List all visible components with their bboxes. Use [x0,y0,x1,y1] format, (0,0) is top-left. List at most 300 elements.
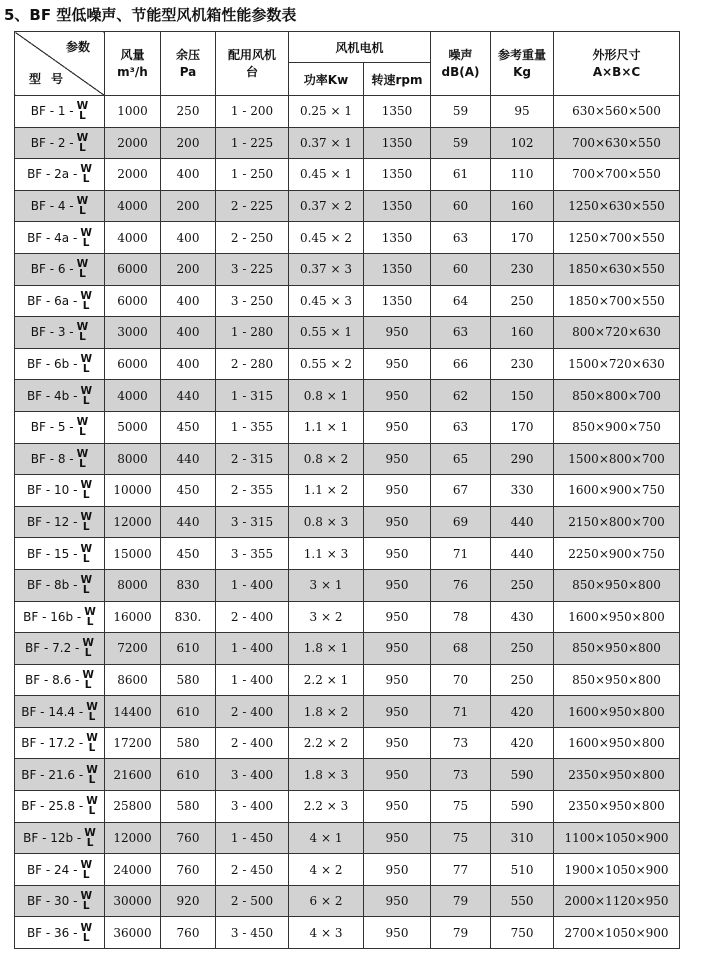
cell-size: 1500×720×630 [554,348,680,380]
cell-weight: 250 [491,285,554,317]
cell-noise: 75 [431,822,491,854]
cell-airflow: 15000 [105,538,161,570]
cell-weight: 420 [491,696,554,728]
model-name: BF - 21.6 - [21,767,84,782]
cell-pressure: 450 [161,475,216,507]
cell-noise: 73 [431,759,491,791]
cell-size: 850×800×700 [554,380,680,412]
model-name: BF - 36 - [26,925,78,940]
cell-weight: 750 [491,917,554,949]
model-name: BF - 6 - [30,262,74,277]
cell-airflow: 8600 [105,664,161,696]
cell-power: 2.2 × 2 [289,727,364,759]
cell-speed: 1350 [364,96,431,128]
cell-pressure: 440 [161,443,216,475]
cell-noise: 63 [431,317,491,349]
model-cell [15,759,105,791]
cell-weight: 102 [491,127,554,159]
cell-noise: 70 [431,664,491,696]
cell-speed: 950 [364,538,431,570]
cell-speed: 950 [364,380,431,412]
cell-size: 850×950×800 [554,664,680,696]
cell-size: 1250×630×550 [554,190,680,222]
model-name: BF - 1 - [30,104,74,119]
model-name: BF - 14.4 - [21,704,84,719]
cell-pressure: 440 [161,380,216,412]
model-suffix: W L [76,447,89,470]
cell-fan: 2 - 250 [216,222,289,254]
model-cell [15,285,105,317]
header-params-label: 参数 [65,40,90,54]
model-name: BF - 8 - [30,451,74,466]
cell-airflow: 4000 [105,380,161,412]
cell-airflow: 10000 [105,475,161,507]
cell-speed: 950 [364,885,431,917]
cell-power: 1.8 × 2 [289,696,364,728]
cell-pressure: 760 [161,854,216,886]
header-airflow: 风量 m³/h [105,32,161,96]
model-cell [15,791,105,823]
model-suffix: W L [84,826,96,849]
cell-weight: 290 [491,443,554,475]
cell-size: 1850×700×550 [554,285,680,317]
cell-pressure: 200 [161,190,216,222]
cell-weight: 590 [491,759,554,791]
model-cell [15,380,105,412]
table-row [15,822,680,854]
model-name: BF - 16b - [23,609,82,624]
cell-weight: 250 [491,633,554,665]
cell-weight: 170 [491,222,554,254]
cell-noise: 64 [431,285,491,317]
cell-airflow: 14400 [105,696,161,728]
cell-pressure: 580 [161,727,216,759]
cell-speed: 950 [364,569,431,601]
table-row [15,443,680,475]
table-row [15,380,680,412]
cell-fan: 3 - 355 [216,538,289,570]
header-noise: 噪声 dB(A) [431,32,491,96]
cell-fan: 3 - 315 [216,506,289,538]
model-name: BF - 17.2 - [21,736,84,751]
header-weight: 参考重量 Kg [491,32,554,96]
model-name: BF - 4 - [30,199,74,214]
model-cell [15,475,105,507]
model-suffix: W L [80,226,92,249]
cell-weight: 150 [491,380,554,412]
model-cell [15,854,105,886]
cell-pressure: 400 [161,222,216,254]
cell-fan: 1 - 450 [216,822,289,854]
cell-weight: 95 [491,96,554,128]
model-suffix: W L [82,637,94,660]
table-row [15,190,680,222]
table-row [15,696,680,728]
model-cell [15,96,105,128]
cell-fan: 1 - 400 [216,664,289,696]
cell-size: 1250×700×550 [554,222,680,254]
cell-fan: 2 - 400 [216,696,289,728]
cell-weight: 160 [491,190,554,222]
cell-power: 0.8 × 2 [289,443,364,475]
table-row [15,506,680,538]
header-motor: 风机电机 [289,32,431,63]
cell-fan: 1 - 200 [216,96,289,128]
cell-weight: 590 [491,791,554,823]
model-cell [15,664,105,696]
cell-weight: 550 [491,885,554,917]
table-row [15,253,680,285]
cell-speed: 950 [364,664,431,696]
table-row [15,222,680,254]
table-row [15,759,680,791]
cell-noise: 75 [431,791,491,823]
model-cell [15,317,105,349]
cell-speed: 1350 [364,285,431,317]
cell-power: 4 × 1 [289,822,364,854]
cell-power: 0.37 × 3 [289,253,364,285]
cell-speed: 950 [364,633,431,665]
cell-power: 2.2 × 1 [289,664,364,696]
cell-weight: 430 [491,601,554,633]
model-suffix: W L [80,511,93,534]
cell-power: 4 × 3 [289,917,364,949]
table-row [15,411,680,443]
model-suffix: W L [80,574,93,597]
cell-noise: 65 [431,443,491,475]
header-speed: 转速rpm [364,63,431,96]
table-body [15,96,680,949]
cell-noise: 59 [431,96,491,128]
cell-fan: 3 - 225 [216,253,289,285]
cell-power: 0.37 × 2 [289,190,364,222]
cell-pressure: 580 [161,664,216,696]
model-suffix: W L [86,763,98,786]
cell-weight: 110 [491,159,554,191]
model-cell [15,822,105,854]
cell-noise: 71 [431,538,491,570]
cell-airflow: 2000 [105,127,161,159]
cell-airflow: 12000 [105,822,161,854]
cell-airflow: 16000 [105,601,161,633]
cell-size: 1600×950×800 [554,727,680,759]
model-cell [15,727,105,759]
cell-weight: 440 [491,538,554,570]
header-fan: 配用风机 台 [216,32,289,96]
table-row [15,127,680,159]
cell-fan: 1 - 315 [216,380,289,412]
cell-size: 1100×1050×900 [554,822,680,854]
cell-power: 1.1 × 2 [289,475,364,507]
cell-fan: 2 - 500 [216,885,289,917]
cell-weight: 230 [491,253,554,285]
model-cell [15,127,105,159]
cell-pressure: 610 [161,696,216,728]
cell-noise: 78 [431,601,491,633]
model-suffix: W L [80,542,93,565]
cell-airflow: 8000 [105,443,161,475]
cell-speed: 1350 [364,190,431,222]
cell-power: 1.1 × 1 [289,411,364,443]
table-row [15,885,680,917]
cell-size: 1850×630×550 [554,253,680,285]
cell-speed: 950 [364,475,431,507]
cell-fan: 1 - 355 [216,411,289,443]
cell-size: 2150×800×700 [554,506,680,538]
spec-table [14,31,680,949]
model-suffix: W L [76,258,89,281]
cell-pressure: 760 [161,822,216,854]
cell-noise: 76 [431,569,491,601]
cell-power: 3 × 1 [289,569,364,601]
model-cell [15,190,105,222]
cell-speed: 950 [364,317,431,349]
table-row [15,285,680,317]
model-name: BF - 3 - [30,325,74,340]
model-name: BF - 8b - [26,578,78,593]
model-cell [15,633,105,665]
cell-airflow: 17200 [105,727,161,759]
cell-power: 0.8 × 3 [289,506,364,538]
table-row [15,633,680,665]
cell-noise: 61 [431,159,491,191]
cell-pressure: 400 [161,159,216,191]
cell-size: 700×700×550 [554,159,680,191]
table-row [15,601,680,633]
model-cell [15,443,105,475]
model-cell [15,159,105,191]
header-model-label: 型号 [29,72,74,86]
cell-size: 2350×950×800 [554,759,680,791]
cell-noise: 69 [431,506,491,538]
table-row [15,348,680,380]
model-suffix: W L [76,100,89,123]
header-power: 功率Kw [289,63,364,96]
cell-size: 1600×950×800 [554,696,680,728]
model-cell [15,601,105,633]
model-cell [15,569,105,601]
model-cell [15,411,105,443]
cell-speed: 1350 [364,159,431,191]
cell-size: 2350×950×800 [554,791,680,823]
model-suffix: W L [86,700,98,723]
cell-weight: 230 [491,348,554,380]
model-suffix: W L [80,921,93,944]
cell-noise: 77 [431,854,491,886]
model-suffix: W L [86,795,98,818]
model-suffix: W L [80,479,93,502]
cell-fan: 3 - 400 [216,791,289,823]
cell-pressure: 450 [161,538,216,570]
model-name: BF - 15 - [26,546,78,561]
cell-speed: 950 [364,917,431,949]
model-cell [15,253,105,285]
cell-size: 850×950×800 [554,569,680,601]
cell-speed: 950 [364,727,431,759]
cell-pressure: 200 [161,127,216,159]
cell-size: 850×950×800 [554,633,680,665]
model-name: BF - 7.2 - [25,641,80,656]
cell-fan: 1 - 280 [216,317,289,349]
model-name: BF - 30 - [26,894,78,909]
cell-pressure: 400 [161,317,216,349]
cell-weight: 310 [491,822,554,854]
cell-noise: 71 [431,696,491,728]
cell-size: 1500×800×700 [554,443,680,475]
cell-airflow: 8000 [105,569,161,601]
cell-fan: 2 - 400 [216,727,289,759]
cell-noise: 68 [431,633,491,665]
cell-airflow: 1000 [105,96,161,128]
model-cell [15,348,105,380]
cell-pressure: 400 [161,348,216,380]
cell-size: 850×900×750 [554,411,680,443]
cell-fan: 3 - 450 [216,917,289,949]
cell-weight: 420 [491,727,554,759]
table-row [15,664,680,696]
cell-power: 0.55 × 1 [289,317,364,349]
cell-power: 1.1 × 3 [289,538,364,570]
model-suffix: W L [82,668,94,691]
model-cell [15,696,105,728]
cell-fan: 2 - 450 [216,854,289,886]
model-cell [15,885,105,917]
cell-fan: 1 - 225 [216,127,289,159]
model-suffix: W L [76,131,89,154]
model-name: BF - 5 - [30,420,74,435]
model-suffix: W L [86,732,98,755]
cell-power: 6 × 2 [289,885,364,917]
model-cell [15,506,105,538]
model-name: BF - 6a - [27,293,78,308]
cell-airflow: 25800 [105,791,161,823]
cell-size: 2700×1050×900 [554,917,680,949]
cell-fan: 1 - 400 [216,569,289,601]
model-name: BF - 8.6 - [25,672,80,687]
cell-pressure: 920 [161,885,216,917]
cell-pressure: 400 [161,285,216,317]
cell-noise: 79 [431,917,491,949]
model-suffix: W L [80,890,93,913]
cell-airflow: 6000 [105,348,161,380]
model-name: BF - 24 - [26,862,78,877]
model-cell [15,538,105,570]
cell-airflow: 4000 [105,190,161,222]
cell-airflow: 12000 [105,506,161,538]
model-name: BF - 25.8 - [21,799,84,814]
table-row [15,159,680,191]
cell-speed: 950 [364,411,431,443]
cell-speed: 1350 [364,222,431,254]
cell-airflow: 24000 [105,854,161,886]
cell-speed: 950 [364,696,431,728]
cell-size: 1600×900×750 [554,475,680,507]
cell-pressure: 450 [161,411,216,443]
cell-speed: 950 [364,854,431,886]
cell-pressure: 760 [161,917,216,949]
cell-speed: 950 [364,506,431,538]
cell-fan: 2 - 225 [216,190,289,222]
cell-airflow: 6000 [105,253,161,285]
cell-noise: 67 [431,475,491,507]
cell-power: 0.25 × 1 [289,96,364,128]
cell-speed: 950 [364,822,431,854]
model-name: BF - 4b - [26,388,78,403]
cell-speed: 950 [364,348,431,380]
cell-airflow: 3000 [105,317,161,349]
cell-power: 1.8 × 3 [289,759,364,791]
model-name: BF - 4a - [27,230,78,245]
cell-size: 2250×900×750 [554,538,680,570]
table-header [15,32,680,96]
cell-fan: 2 - 315 [216,443,289,475]
cell-weight: 250 [491,664,554,696]
cell-size: 1900×1050×900 [554,854,680,886]
cell-power: 0.37 × 1 [289,127,364,159]
cell-speed: 950 [364,443,431,475]
table-row [15,96,680,128]
cell-weight: 510 [491,854,554,886]
table-row [15,917,680,949]
model-suffix: W L [80,858,93,881]
cell-airflow: 21600 [105,759,161,791]
cell-fan: 2 - 400 [216,601,289,633]
table-row [15,727,680,759]
model-suffix: W L [80,353,93,376]
cell-weight: 440 [491,506,554,538]
table-row [15,317,680,349]
table-row [15,791,680,823]
cell-speed: 950 [364,601,431,633]
cell-noise: 62 [431,380,491,412]
model-suffix: W L [80,289,92,312]
cell-weight: 250 [491,569,554,601]
table-row [15,538,680,570]
cell-size: 2000×1120×950 [554,885,680,917]
table-row [15,475,680,507]
model-cell [15,917,105,949]
cell-fan: 3 - 400 [216,759,289,791]
cell-speed: 950 [364,759,431,791]
cell-power: 4 × 2 [289,854,364,886]
cell-pressure: 830. [161,601,216,633]
cell-power: 0.45 × 1 [289,159,364,191]
cell-airflow: 5000 [105,411,161,443]
model-name: BF - 12 - [26,515,78,530]
model-name: BF - 2a - [27,167,78,182]
cell-speed: 950 [364,791,431,823]
cell-fan: 1 - 400 [216,633,289,665]
cell-power: 2.2 × 3 [289,791,364,823]
cell-noise: 59 [431,127,491,159]
cell-power: 0.45 × 2 [289,222,364,254]
page-title: 5、BF 型低噪声、节能型风机箱性能参数表 [4,6,297,24]
model-name: BF - 2 - [30,135,74,150]
model-suffix: W L [80,163,92,186]
cell-airflow: 7200 [105,633,161,665]
table-row [15,854,680,886]
model-name: BF - 6b - [26,357,78,372]
cell-noise: 63 [431,222,491,254]
cell-power: 0.8 × 1 [289,380,364,412]
cell-power: 1.8 × 1 [289,633,364,665]
diagonal-header-cell [15,32,105,96]
cell-speed: 1350 [364,127,431,159]
cell-fan: 2 - 355 [216,475,289,507]
cell-fan: 2 - 280 [216,348,289,380]
model-name: BF - 10 - [26,483,78,498]
cell-fan: 1 - 250 [216,159,289,191]
